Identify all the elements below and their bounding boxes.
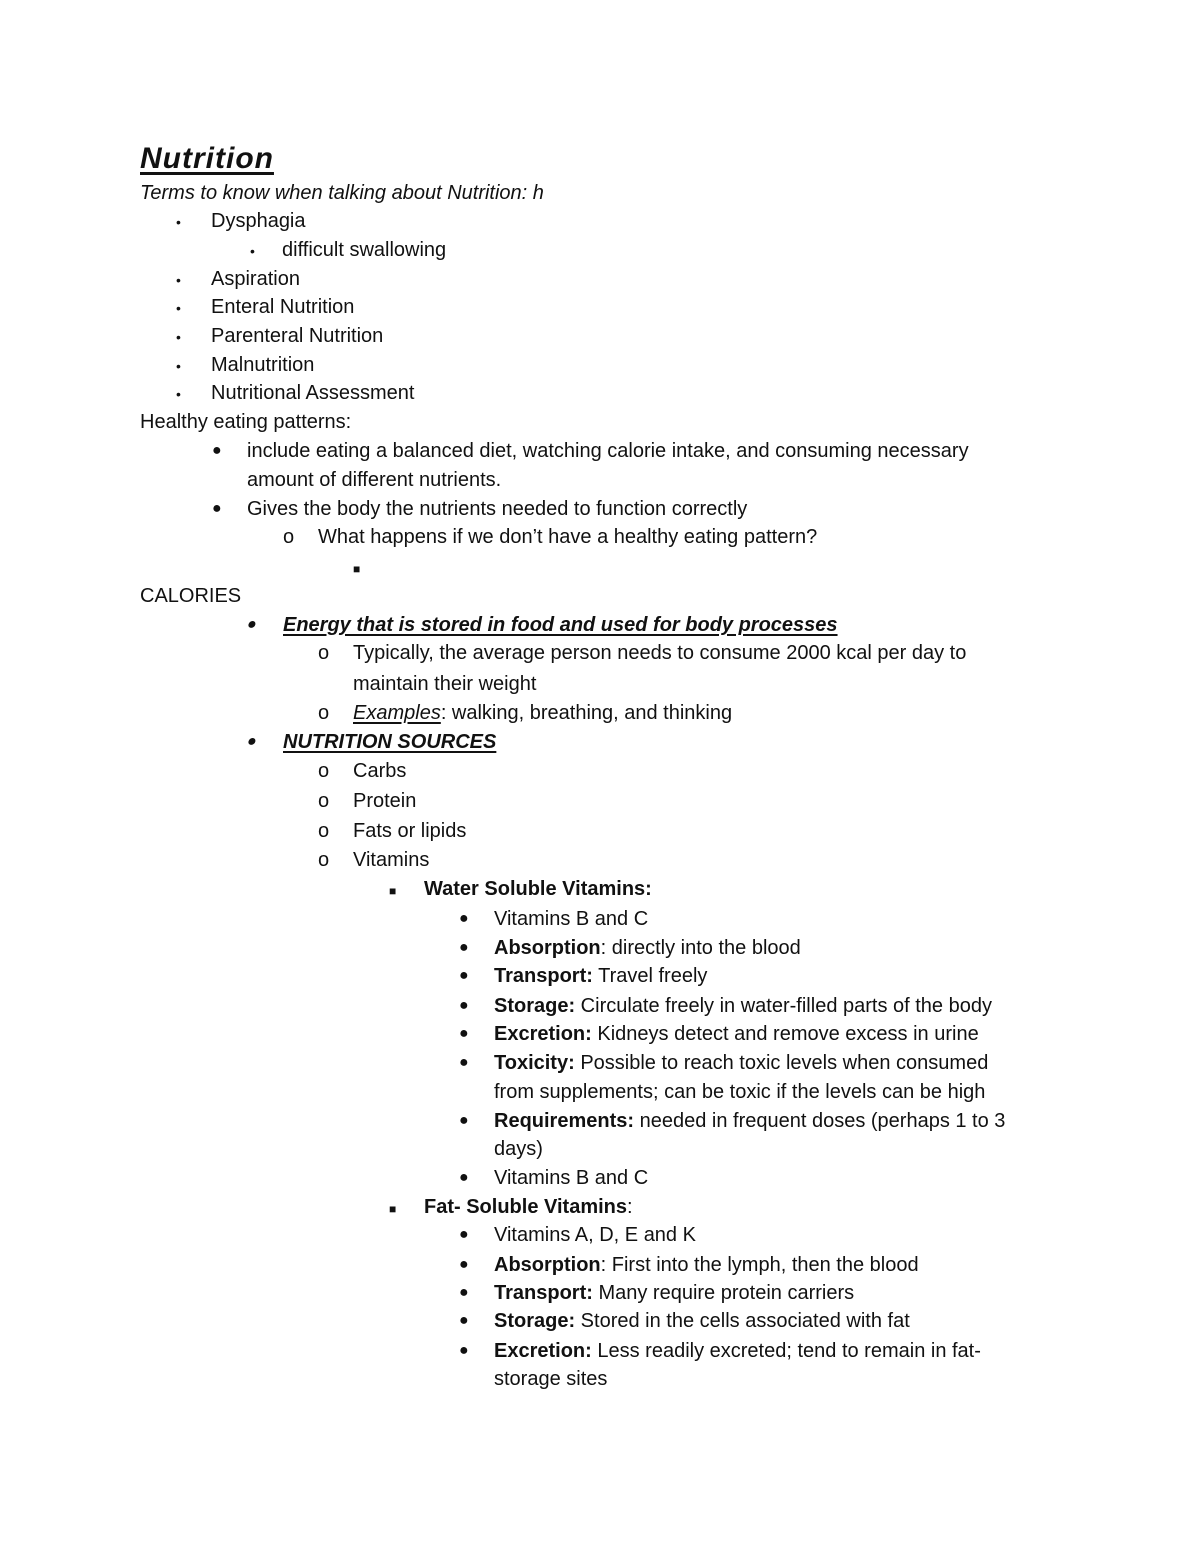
requirements-text: needed in frequent doses (perhaps 1 to 3 — [634, 1110, 1006, 1132]
bullet-circle: o — [318, 642, 330, 664]
bullet-dot: ● — [459, 1169, 469, 1186]
storage-label: Storage: — [494, 995, 576, 1017]
storage-text: Circulate freely in water-filled parts of the body — [575, 995, 992, 1017]
storage-text: Stored in the cells associated with fat — [575, 1310, 910, 1332]
fat-absorption — [494, 1252, 919, 1278]
bullet-dot: ● — [459, 1226, 469, 1243]
bullet-dot: • — [176, 300, 181, 316]
bullet-square: ■ — [389, 1202, 397, 1216]
water-toxicity — [494, 1050, 988, 1076]
term-assessment: Nutritional Assessment — [211, 382, 415, 404]
bullet-dot: ● — [212, 500, 222, 517]
bullet-dot: ● — [459, 939, 469, 956]
healthy-item-1-line-1: include eating a balanced diet, watching calorie intake, and consuming necessary — [247, 440, 969, 462]
examples-text: : walking, breathing, and thinking — [440, 702, 733, 724]
bullet-square: ■ — [389, 884, 397, 898]
fat-excretion-line-2: storage sites — [494, 1368, 608, 1390]
healthy-question: What happens if we don’t have a healthy eating pattern? — [318, 526, 818, 548]
excretion-label: Excretion: — [494, 1023, 592, 1045]
bullet-dot: ● — [212, 442, 222, 459]
calories-typical-line-1: Typically, the average person needs to consume 2000 kcal per day to — [353, 642, 967, 664]
fat-heading-colon: : — [627, 1196, 633, 1218]
bullet-square: ■ — [353, 562, 361, 576]
calories-heading: CALORIES — [140, 585, 242, 607]
term-malnutrition: Malnutrition — [211, 354, 315, 376]
calories-examples — [353, 700, 732, 726]
excretion-text: Kidneys detect and remove excess in urine — [591, 1023, 979, 1045]
bullet-dot: ● — [459, 997, 469, 1014]
bullet-dot: • — [176, 386, 181, 402]
source-protein: Protein — [353, 790, 417, 812]
water-heading: Water Soluble Vitamins: — [424, 878, 652, 900]
term-parenteral: Parenteral Nutrition — [211, 325, 384, 347]
bullet-dot: • — [176, 329, 181, 345]
water-vitamins: Vitamins B and C — [494, 908, 649, 930]
fat-vitamins: Vitamins A, D, E and K — [494, 1224, 696, 1246]
transport-text: Many require protein carriers — [592, 1282, 855, 1304]
healthy-item-2: Gives the body the nutrients needed to function correctly — [247, 498, 748, 520]
fat-heading-bold: Fat- Soluble Vitamins — [424, 1196, 627, 1218]
bullet-circle: o — [318, 849, 330, 871]
bullet-circle: o — [283, 526, 295, 548]
transport-label: Transport: — [494, 965, 593, 987]
water-requirements — [494, 1108, 1005, 1134]
bullet-dot: ● — [459, 967, 469, 984]
bullet-dot: ● — [459, 1284, 469, 1301]
bullet-dot: • — [176, 358, 181, 374]
sources-heading: NUTRITION SOURCES — [283, 731, 497, 753]
bullet-dot: ● — [459, 1054, 469, 1071]
absorption-label: Absorption — [494, 937, 601, 959]
absorption-text: : directly into the blood — [600, 937, 801, 959]
bullet-circle: o — [318, 790, 330, 812]
calories-definition: Energy that is stored in food and used for body processes — [283, 614, 838, 636]
source-carbs: Carbs — [353, 760, 407, 782]
bullet-circle: o — [318, 702, 330, 724]
bullet-dot: ● — [459, 1342, 469, 1359]
excretion-text: Less readily excreted; tend to remain in fat- — [591, 1340, 981, 1362]
water-toxicity-line-2: from supplements; can be toxic if the levels can be high — [494, 1081, 986, 1103]
absorption-label: Absorption — [494, 1254, 601, 1276]
fat-storage — [494, 1308, 910, 1334]
water-excretion — [494, 1021, 979, 1047]
absorption-text: : First into the lymph, then the blood — [600, 1254, 919, 1276]
term-dysphagia: Dysphagia — [211, 210, 306, 232]
page-title: Nutrition — [140, 142, 274, 175]
bullet-dot: ● — [245, 733, 259, 750]
water-absorption — [494, 935, 801, 961]
water-storage — [494, 993, 992, 1019]
bullet-circle: o — [318, 760, 330, 782]
transport-label: Transport: — [494, 1282, 593, 1304]
bullet-dot: ● — [459, 910, 469, 927]
term-dysphagia-definition: difficult swallowing — [282, 239, 447, 261]
water-vitamins-again: Vitamins B and C — [494, 1167, 649, 1189]
transport-text: Travel freely — [592, 965, 708, 987]
source-vitamins: Vitamins — [353, 849, 430, 871]
healthy-item-1-line-2: amount of different nutrients. — [247, 469, 502, 491]
bullet-dot: ● — [459, 1256, 469, 1273]
bullet-dot: ● — [245, 616, 259, 633]
bullet-dot: ● — [459, 1112, 469, 1129]
healthy-heading: Healthy eating patterns: — [140, 411, 352, 433]
bullet-dot: • — [176, 272, 181, 288]
term-aspiration: Aspiration — [211, 268, 300, 290]
water-transport — [494, 963, 707, 989]
fat-excretion — [494, 1338, 981, 1364]
terms-heading: Terms to know when talking about Nutrition: h — [140, 182, 544, 204]
term-enteral: Enteral Nutrition — [211, 296, 355, 318]
toxicity-text: Possible to reach toxic levels when consumed — [574, 1052, 989, 1074]
bullet-dot: • — [250, 243, 255, 259]
bullet-dot: • — [176, 214, 181, 230]
bullet-circle: o — [318, 820, 330, 842]
calories-typical-line-2: maintain their weight — [353, 673, 537, 695]
toxicity-label: Toxicity: — [494, 1052, 575, 1074]
storage-label: Storage: — [494, 1310, 576, 1332]
excretion-label: Excretion: — [494, 1340, 592, 1362]
source-fats: Fats or lipids — [353, 820, 467, 842]
bullet-dot: ● — [459, 1025, 469, 1042]
fat-transport — [494, 1280, 854, 1306]
water-requirements-line-2: days) — [494, 1138, 543, 1160]
fat-heading — [424, 1194, 633, 1220]
requirements-label: Requirements: — [494, 1110, 635, 1132]
bullet-dot: ● — [459, 1312, 469, 1329]
examples-label: Examples — [353, 702, 441, 724]
